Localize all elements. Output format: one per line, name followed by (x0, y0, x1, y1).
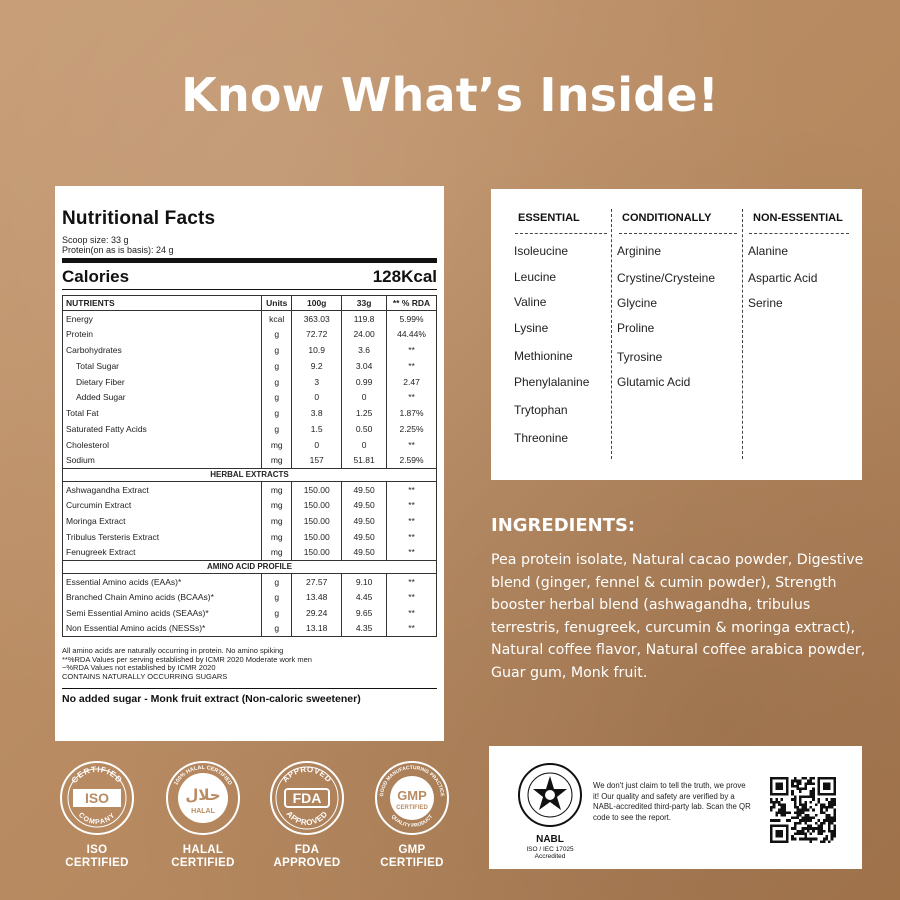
nutrient-unit: mg (262, 529, 292, 545)
halal-badge-icon (165, 760, 241, 836)
cert-halal (163, 760, 243, 870)
nutrition-footer: No added sugar - Monk fruit extract (Non-caloric sweetener) (62, 688, 437, 705)
nutrient-rda: ** (387, 497, 437, 513)
nabl-iso (507, 846, 593, 860)
nutrient-rda: ** (387, 437, 437, 453)
nutrient-name: Total Sugar (63, 358, 262, 374)
nutrient-rda: ** (387, 513, 437, 529)
nutrition-row (63, 326, 437, 342)
nutrient-name: Curcumin Extract (63, 497, 262, 513)
nutrient-name: Cholesterol (63, 437, 262, 453)
nutrient-unit: mg (262, 453, 292, 469)
cert-gmp-line2: CERTIFIED (380, 857, 444, 869)
header-underline (749, 233, 849, 234)
nutrient-rda: 1.87% (387, 405, 437, 421)
nutrient-value-33g: 49.50 (342, 513, 387, 529)
amino-column-header: NON-ESSENTIAL (753, 212, 843, 224)
svg-text:حلال: حلال (185, 786, 221, 804)
nutrient-rda: ** (387, 605, 437, 621)
nutrient-value-33g: 3.04 (342, 358, 387, 374)
nutrient-unit: g (262, 621, 292, 637)
nutrient-value-33g: 4.35 (342, 621, 387, 637)
nutrient-rda: ** (387, 545, 437, 561)
nutrition-row (63, 605, 437, 621)
nutrient-rda: ** (387, 589, 437, 605)
amino-acid-item: Threonine (514, 431, 569, 445)
nutrient-value-100g: 150.00 (292, 545, 342, 561)
nutrient-name: Tribulus Tersteris Extract (63, 529, 262, 545)
nutrient-unit: g (262, 589, 292, 605)
scoop-size: Scoop size: 33 g (62, 235, 129, 245)
nutrient-unit: g (262, 358, 292, 374)
svg-text:FDA: FDA (292, 790, 322, 806)
calories-value: 128Kcal (372, 267, 437, 286)
nutrition-row (63, 513, 437, 529)
cert-halal-line1: HALAL (182, 844, 224, 856)
amino-acid-item: Lysine (514, 321, 549, 335)
cert-iso-line1: ISO (86, 844, 108, 856)
cert-iso (57, 760, 137, 870)
nutrient-unit: mg (262, 481, 292, 497)
column-divider (611, 209, 612, 459)
amino-acid-item: Glycine (617, 296, 658, 310)
nutrient-rda: ** (387, 573, 437, 589)
amino-acid-item: Isoleucine (514, 244, 569, 258)
nutrient-value-33g: 0 (342, 389, 387, 405)
nutrient-name: Saturated Fatty Acids (63, 421, 262, 437)
nutrient-value-33g: 49.50 (342, 529, 387, 545)
nutrient-value-33g: 9.65 (342, 605, 387, 621)
nutrient-unit: g (262, 389, 292, 405)
nutrition-table-header (63, 296, 437, 311)
nutrition-row (63, 405, 437, 421)
nutrient-name: Branched Chain Amino acids (BCAAs)* (63, 589, 262, 605)
amino-acid-item: Aspartic Acid (748, 271, 818, 285)
ingredients-text: Pea protein isolate, Natural cacao powder, Digestive blend (ginger, fennel & cumin powder), Strength booster herbal blend (ashwagandha, tribulus terrestris, fenugreek, curcumin & moringa extract), Natural coffee flavor, Natural coffee arabica powder, Guar gum, Monk fruit. (491, 552, 866, 681)
nutrient-name: Essential Amino acids (EAAs)* (63, 573, 262, 589)
nutrient-unit: mg (262, 437, 292, 453)
amino-acid-profile-header (63, 560, 437, 573)
col-header-33g: 33g (342, 296, 387, 311)
svg-text:100% HALAL CERTIFIED: 100% HALAL CERTIFIED (173, 764, 233, 787)
cert-gmp (372, 760, 452, 870)
nutrient-rda: 44.44% (387, 326, 437, 342)
nutrient-value-33g: 4.45 (342, 589, 387, 605)
page-headline: Know What’s Inside! (181, 68, 719, 122)
protein-basis: Protein(on as is basis): 24 g (62, 245, 174, 255)
nutrient-value-33g: 0 (342, 437, 387, 453)
amino-acid-item: Valine (514, 295, 547, 309)
iso-badge-icon (59, 760, 135, 836)
amino-acid-item: Tyrosine (617, 350, 663, 364)
nutrient-value-100g: 3.8 (292, 405, 342, 421)
svg-text:APPROVED: APPROVED (280, 764, 334, 785)
note-line: ~%RDA Values not established by ICMR 2020 (62, 663, 216, 673)
nutrition-row (63, 545, 437, 561)
header-underline (619, 233, 737, 234)
cert-gmp-line1: GMP (398, 844, 426, 856)
nutrient-value-33g: 24.00 (342, 326, 387, 342)
amino-acid-item: Serine (748, 296, 783, 310)
nutrient-value-33g: 0.50 (342, 421, 387, 437)
nabl-panel (489, 746, 862, 869)
col-header-nutrients: NUTRIENTS (63, 296, 262, 311)
nutrient-name: Semi Essential Amino acids (SEAAs)* (63, 605, 262, 621)
cert-halal-line2: CERTIFIED (171, 857, 235, 869)
nutrient-value-33g: 49.50 (342, 481, 387, 497)
amino-acid-item: Alanine (748, 244, 789, 258)
nutrient-unit: g (262, 421, 292, 437)
svg-text:CERTIFIED: CERTIFIED (396, 805, 428, 811)
nutrition-row (63, 621, 437, 637)
amino-acid-item: Leucine (514, 270, 557, 284)
nutrient-value-33g: 1.25 (342, 405, 387, 421)
nutrition-row (63, 573, 437, 589)
amino-acid-item: Phenylalanine (514, 375, 590, 389)
amino-acid-item: Arginine (617, 244, 662, 258)
nutrient-value-33g: 49.50 (342, 545, 387, 561)
nutrient-unit: g (262, 405, 292, 421)
amino-acid-panel (491, 189, 862, 480)
herbal-extracts-header (63, 468, 437, 481)
nutrient-value-100g: 0 (292, 389, 342, 405)
nutrition-row (63, 453, 437, 469)
herbal-extracts-header-title: HERBAL EXTRACTS (63, 468, 437, 481)
amino-acid-item: Trytophan (514, 403, 568, 417)
cert-fda-line1: FDA (294, 844, 320, 856)
fda-badge-icon (269, 760, 345, 836)
nutrient-value-33g: 49.50 (342, 497, 387, 513)
nutrient-name: Ashwagandha Extract (63, 481, 262, 497)
calories-row (62, 263, 437, 290)
nutrient-value-100g: 150.00 (292, 513, 342, 529)
column-divider (742, 209, 743, 459)
amino-acid-profile-header-title: AMINO ACID PROFILE (63, 560, 437, 573)
nutrient-value-100g: 150.00 (292, 497, 342, 513)
gmp-badge-icon (374, 760, 450, 836)
header-underline (515, 233, 607, 234)
nutrient-rda: ** (387, 529, 437, 545)
nutrition-notes (62, 647, 437, 681)
nutrient-value-33g: 9.10 (342, 573, 387, 589)
nutrient-name: Dietary Fiber (63, 374, 262, 390)
nutrient-value-100g: 10.9 (292, 342, 342, 358)
nutrient-value-100g: 9.2 (292, 358, 342, 374)
cert-fda-line2: APPROVED (273, 857, 341, 869)
nutrient-value-100g: 0 (292, 437, 342, 453)
nutrition-row (63, 497, 437, 513)
cert-iso-line2: CERTIFIED (65, 857, 129, 869)
nutrient-value-33g: 3.6 (342, 342, 387, 358)
nutrient-rda: ** (387, 389, 437, 405)
nutrient-value-100g: 1.5 (292, 421, 342, 437)
nutrient-unit: mg (262, 497, 292, 513)
amino-acid-item: Proline (617, 321, 655, 335)
nutrient-value-100g: 157 (292, 453, 342, 469)
nutrition-row (63, 389, 437, 405)
nutrient-value-100g: 13.18 (292, 621, 342, 637)
nutrition-facts-panel (55, 186, 444, 741)
nutrient-name: Protein (63, 326, 262, 342)
nabl-description: We don't just claim to tell the truth, we prove it! Our quality and safety are verified by a NABL-accredited third-party lab. Scan the QR code to see the report. (593, 781, 751, 822)
nutrient-unit: mg (262, 545, 292, 561)
nutrition-row (63, 589, 437, 605)
nutrient-name: Added Sugar (63, 389, 262, 405)
nutrient-rda: 2.25% (387, 421, 437, 437)
svg-text:ISO: ISO (84, 790, 110, 806)
nutrient-name: Energy (63, 311, 262, 327)
nutrition-row (63, 529, 437, 545)
nabl-logo-icon (517, 762, 583, 828)
nutrient-unit: g (262, 573, 292, 589)
nutrient-rda: 2.47 (387, 374, 437, 390)
nutrient-name: Carbohydrates (63, 342, 262, 358)
nutrient-value-33g: 51.81 (342, 453, 387, 469)
svg-text:GOOD MANUFACTURING PRACTICE: GOOD MANUFACTURING PRACTICE (378, 764, 445, 797)
col-header-rda: ** % RDA (387, 296, 437, 311)
nutrient-rda: ** (387, 342, 437, 358)
nutrient-name: Total Fat (63, 405, 262, 421)
col-header-units: Units (262, 296, 292, 311)
qr-code-icon[interactable] (770, 777, 836, 843)
svg-text:COMPANY: COMPANY (76, 811, 118, 827)
nutrient-value-33g: 0.99 (342, 374, 387, 390)
nutrition-row (63, 342, 437, 358)
nutrient-value-100g: 72.72 (292, 326, 342, 342)
calories-label: Calories (62, 267, 130, 286)
nutrient-value-33g: 119.8 (342, 311, 387, 327)
nutrient-value-100g: 13.48 (292, 589, 342, 605)
amino-acid-item: Methionine (514, 349, 573, 363)
svg-text:GMP: GMP (397, 788, 427, 803)
nutrient-value-100g: 29.24 (292, 605, 342, 621)
svg-text:CERTIFIED: CERTIFIED (69, 764, 125, 785)
nutrition-row (63, 437, 437, 453)
nutrient-rda: 5.99% (387, 311, 437, 327)
ingredients-title: INGREDIENTS: (491, 515, 636, 536)
note-line: CONTAINS NATURALLY OCCURRING SUGARS (62, 671, 228, 681)
nabl-accredited: Accredited (534, 853, 566, 860)
nutrition-table (62, 295, 437, 637)
nutrient-value-100g: 3 (292, 374, 342, 390)
nutrient-unit: kcal (262, 311, 292, 327)
nutrition-row (63, 374, 437, 390)
svg-text:APPROVED: APPROVED (284, 809, 330, 828)
amino-column-header: ESSENTIAL (518, 212, 580, 224)
nutrient-value-100g: 150.00 (292, 529, 342, 545)
svg-text:QUALITY PRODUCT: QUALITY PRODUCT (389, 813, 435, 830)
nutrition-facts-title: Nutritional Facts (62, 208, 216, 229)
nutrient-rda: 2.59% (387, 453, 437, 469)
nutrient-name: Non Essential Amino acids (NESSs)* (63, 621, 262, 637)
nutrient-value-100g: 27.57 (292, 573, 342, 589)
nutrient-rda: ** (387, 481, 437, 497)
note-line: All amino acids are naturally occurring in protein. No amino spiking (62, 646, 284, 656)
nutrient-value-100g: 363.03 (292, 311, 342, 327)
nabl-name: NABL (536, 834, 564, 845)
nutrient-unit: mg (262, 513, 292, 529)
nutrient-unit: g (262, 342, 292, 358)
col-header-100g: 100g (292, 296, 342, 311)
nutrition-row (63, 311, 437, 327)
nutrient-name: Moringa Extract (63, 513, 262, 529)
amino-acid-item: Glutamic Acid (617, 375, 691, 389)
amino-column-header: CONDITIONALLY (622, 212, 712, 224)
cert-fda (267, 760, 347, 870)
nutrient-unit: g (262, 374, 292, 390)
nutrition-row (63, 358, 437, 374)
nutrient-rda: ** (387, 358, 437, 374)
nutrient-value-100g: 150.00 (292, 481, 342, 497)
nutrition-row (63, 421, 437, 437)
svg-text:HALAL: HALAL (191, 808, 215, 815)
nutrient-unit: g (262, 605, 292, 621)
amino-acid-item: Crystine/Crysteine (617, 271, 716, 285)
nutrition-row (63, 481, 437, 497)
nutrient-name: Sodium (63, 453, 262, 469)
nutrient-rda: ** (387, 621, 437, 637)
nutrient-unit: g (262, 326, 292, 342)
nutrient-name: Fenugreek Extract (63, 545, 262, 561)
note-line: **%RDA Values per serving established by ICMR 2020 Moderate work men (62, 654, 312, 664)
nabl-iso-standard: ISO / IEC 17025 (526, 846, 574, 853)
